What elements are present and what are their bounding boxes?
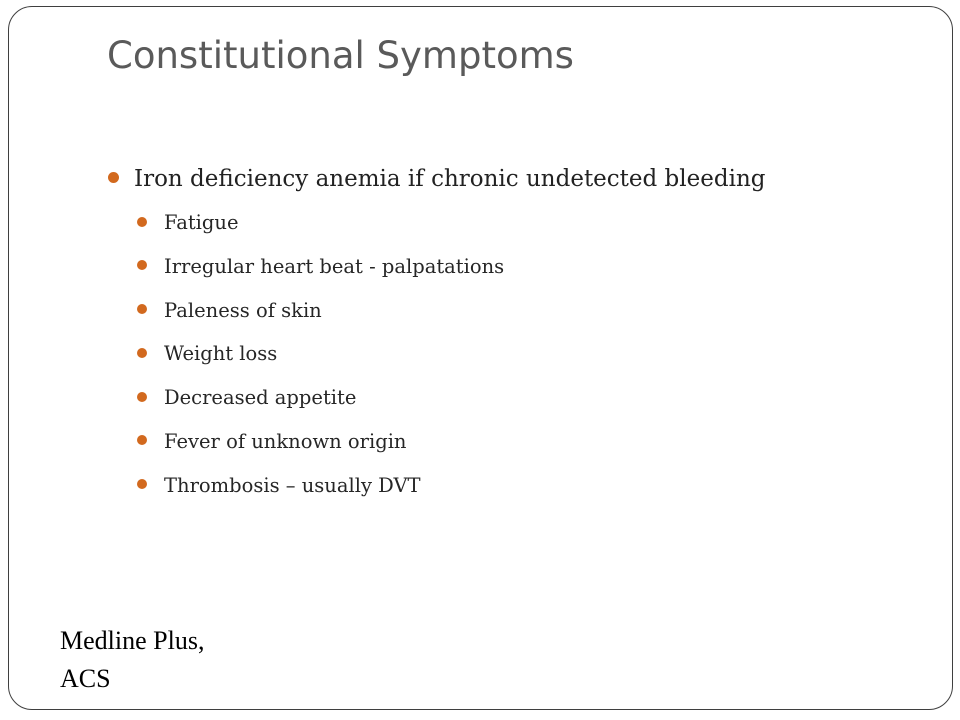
source-line: Medline Plus, [60,626,205,655]
bullet-dot-icon [137,304,147,314]
symptom-list [137,207,504,514]
bullet-dot-icon [137,348,147,358]
bullet-dot-icon [137,260,147,270]
slide-title: Constitutional Symptoms [107,34,574,77]
main-bullet [108,161,765,197]
list-item-text: Decreased appetite [164,386,357,410]
list-item [137,382,504,426]
list-item [137,251,504,295]
main-bullet-text: Iron deficiency anemia if chronic undetected bleeding [134,166,766,192]
list-item-text: Fatigue [164,211,239,234]
list-item-text: Irregular heart beat - palpatations [164,254,505,278]
bullet-dot-icon [108,172,119,183]
list-item [137,295,504,339]
bullet-dot-icon [137,392,147,402]
source-citation [60,622,204,698]
list-item-text: Paleness of skin [164,298,322,322]
list-item-text: Thrombosis – usually DVT [164,473,421,497]
list-item-text: Weight loss [164,342,278,366]
list-item [137,470,504,514]
bullet-dot-icon [137,435,147,445]
source-line: ACS [60,664,111,693]
list-item-text: Fever of unknown origin [164,429,407,453]
bullet-dot-icon [137,217,147,227]
list-item [137,338,504,382]
list-item [137,426,504,470]
list-item [137,207,504,251]
bullet-dot-icon [137,479,147,489]
